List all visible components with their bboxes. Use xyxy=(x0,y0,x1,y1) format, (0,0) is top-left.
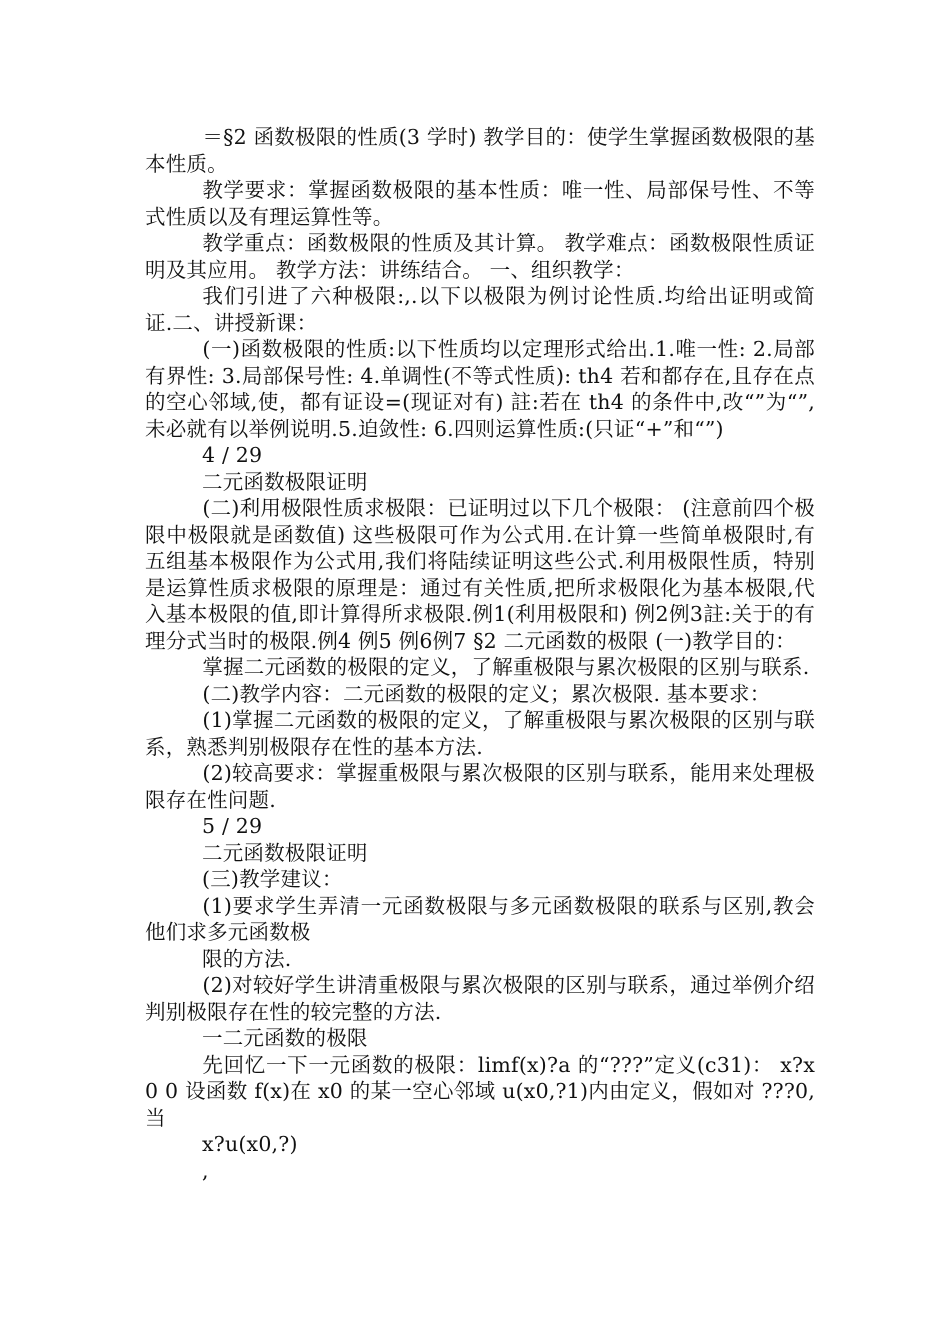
formula-line: x?u(x0,?) xyxy=(202,1132,298,1156)
paragraph-content: (二)教学内容：二元函数的极限的定义；累次极限. 基本要求： xyxy=(202,681,771,706)
paragraph-six-limits: 我们引进了六种极限:,.以下以极限为例讨论性质.均给出证明或简证.二、讲授新课： xyxy=(145,284,815,335)
page-number: 4 / 29 xyxy=(202,443,263,467)
paragraph-suggestion-1-cont: 限的方法. xyxy=(202,946,292,971)
paragraph-limit-properties: (一)函数极限的性质:以下性质均以定理形式给出.1.唯一性: 2.局部有界性: 3.局部保号性: 4.单调性(不等式性质): th4 若和都存在,且存在点的空心邻域,使，都有证设=(现证对有) 註:若在 th4 的条件中,改“”为“”,未必就有以举例说明.5.迫敛性: 6.四则运算性质:(只证“+”和“”) xyxy=(145,337,815,441)
paragraph-basic-req: (1)掌握二元函数的极限的定义，了解重极限与累次极限的区别与联系，熟悉判别极限存在性的基本方法. xyxy=(145,708,815,759)
paragraph-key-points: 教学重点：函数极限的性质及其计算。 教学难点：函数极限性质证明及其应用。 教学方法：讲练结合。 一、组织教学： xyxy=(145,231,815,282)
paragraph-suggestion-2: (2)对较好学生讲清重极限与累次极限的区别与联系，通过举例介绍判别极限存在性的较完整的方法. xyxy=(145,973,815,1024)
paragraph-goal: 掌握二元函数的极限的定义，了解重极限与累次极限的区别与联系. xyxy=(202,655,810,679)
running-header: 二元函数极限证明 xyxy=(202,469,368,494)
section-heading: 一二元函数的极限 xyxy=(202,1026,368,1050)
formula-comma: , xyxy=(202,1158,209,1183)
paragraph-compute-limits: (二)利用极限性质求极限：已证明过以下几个极限： (注意前四个极限中极限就是函数值) 这些极限可作为公式用.在计算一些简单极限时,有五组基本极限作为公式用,我们将陆续证明这些公式.利用极限性质，特别是运算性质求极限的原理是：通过有关性质,把所求极限化为基本极限,代入基本极限的值,即计算得所求极限.例1(利用极限和) 例2例3註:关于的有理分式当时的极限.例4 例5 例6例7 §2 二元函数的极限 (一)教学目的： xyxy=(145,496,815,653)
paragraph-higher-req: (2)较高要求：掌握重极限与累次极限的区别与联系，能用来处理极限存在性问题. xyxy=(145,761,815,812)
page-number: 5 / 29 xyxy=(202,814,263,838)
paragraph-intro: ＝§2 函数极限的性质(3 学时) 教学目的：使学生掌握函数极限的基本性质。 xyxy=(145,125,815,176)
paragraph-requirements: 教学要求：掌握函数极限的基本性质：唯一性、局部保号性、不等式性质以及有理运算性等。 xyxy=(145,178,815,229)
paragraph-suggestion-1: (1)要求学生弄清一元函数极限与多元函数极限的联系与区别,教会他们求多元函数极 xyxy=(145,893,815,944)
section-heading: (三)教学建议： xyxy=(202,867,343,891)
document-body xyxy=(145,124,815,1184)
paragraph-recall-definition: 先回忆一下一元函数的极限：limf(x)?a 的“???”定义(c31)： x?x0 0 设函数 f(x)在 x0 的某一空心邻域 u(x0,?1)内由定义，假如对 ???0,当 xyxy=(145,1052,815,1130)
running-header: 二元函数极限证明 xyxy=(202,840,368,865)
